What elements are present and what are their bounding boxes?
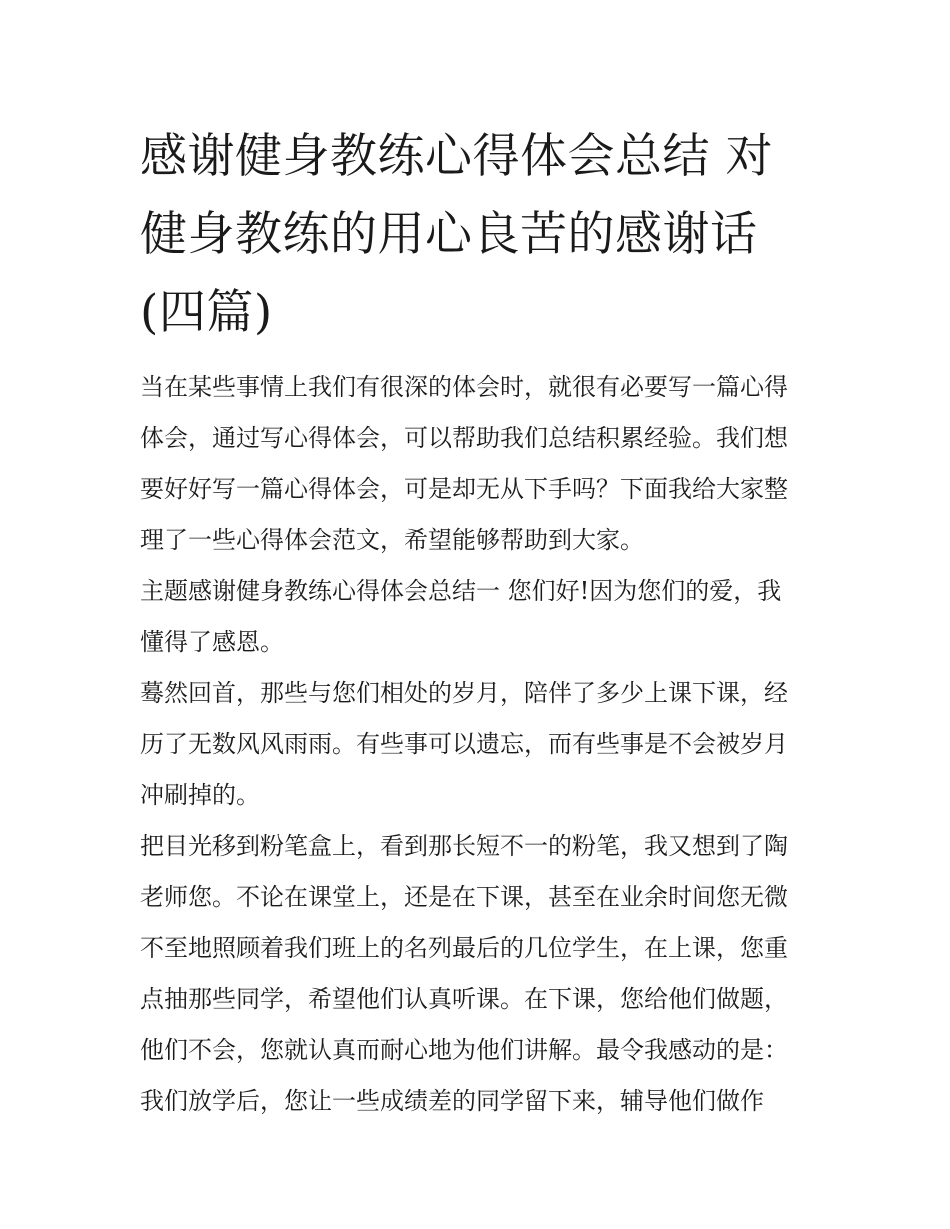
text-line: 把目光移到粉笔盒上，看到那长短不一的粉笔，我又想到了陶 [140, 832, 788, 860]
text-line: 点抽那些同学，希望他们认真听课。在下课，您给他们做题， [140, 985, 788, 1013]
text-line: 要好好写一篇心得体会，可是却无从下手吗？下面我给大家整 [140, 475, 788, 503]
text-line: 当在某些事情上我们有很深的体会时，就很有必要写一篇心得 [140, 373, 788, 401]
text-line: 冲刷掉的。 [140, 781, 260, 809]
body-paragraph [140, 566, 815, 668]
text-line: 历了无数风风雨雨。有些事可以遗忘，而有些事是不会被岁月 [140, 730, 788, 758]
title-line: 感谢健身教练心得体会总结 对 [140, 129, 773, 184]
document-title [140, 118, 815, 352]
text-line: 体会，通过写心得体会，可以帮助我们总结积累经验。我们想 [140, 424, 788, 452]
text-line: 我们放学后，您让一些成绩差的同学留下来，辅导他们做作 [140, 1087, 764, 1115]
title-line: (四篇) [140, 285, 273, 340]
text-line: 蓦然回首，那些与您们相处的岁月，陪伴了多少上课下课，经 [140, 679, 788, 707]
text-line: 懂得了感恩。 [140, 628, 284, 656]
text-line: 他们不会，您就认真而耐心地为他们讲解。最令我感动的是： [140, 1036, 788, 1064]
document-body [140, 362, 815, 1127]
text-line: 主题感谢健身教练心得体会总结一 您们好!因为您们的爱，我 [140, 577, 782, 605]
title-line: 健身教练的用心良苦的感谢话 [140, 207, 758, 262]
text-line: 老师您。不论在课堂上，还是在下课，甚至在业余时间您无微 [140, 883, 788, 911]
body-paragraph [140, 821, 815, 1127]
text-line: 不至地照顾着我们班上的名列最后的几位学生，在上课，您重 [140, 934, 788, 962]
body-paragraph [140, 668, 815, 821]
intro-paragraph [140, 362, 815, 566]
text-line: 理了一些心得体会范文，希望能够帮助到大家。 [140, 526, 644, 554]
document-page [140, 118, 815, 1127]
